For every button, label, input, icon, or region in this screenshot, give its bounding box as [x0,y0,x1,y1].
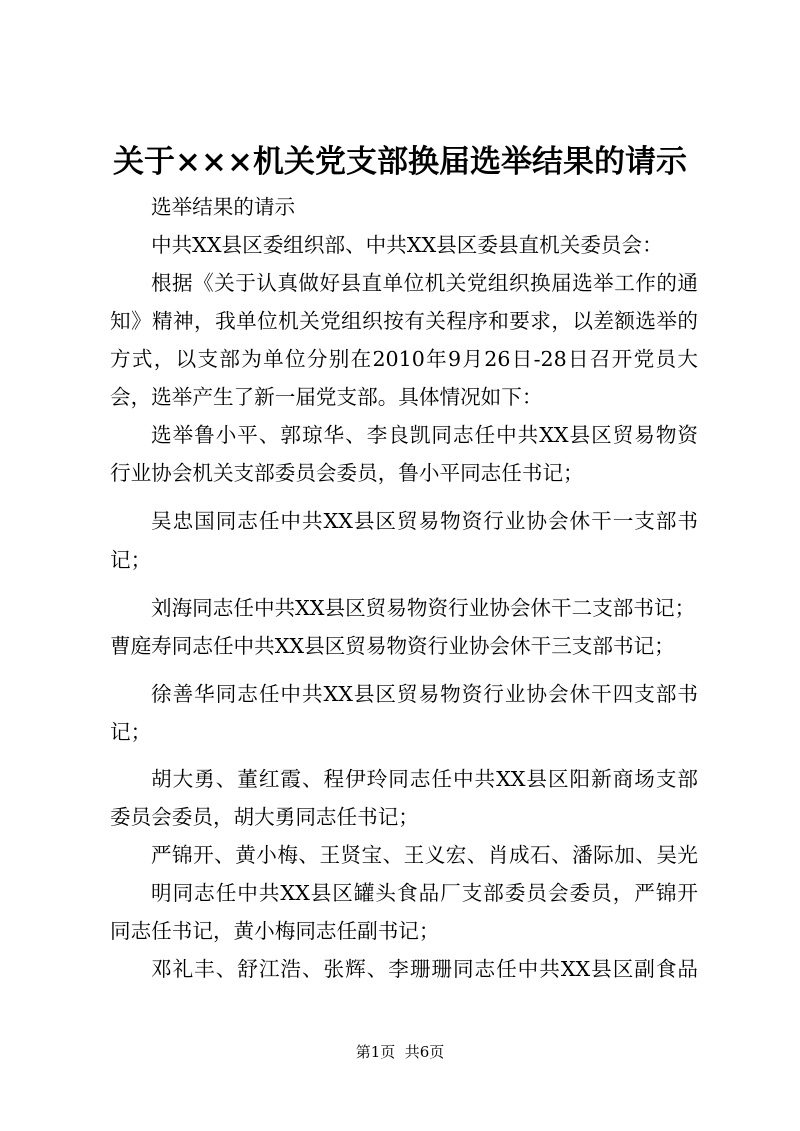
document-title: 关于×××机关党支部换届选举结果的请示 [113,144,687,180]
paragraph-line: 选举鲁小平、郭琼华、李良凯同志任中共XX县区贸易物资 [151,423,698,447]
paragraph-line: 胡大勇、董红霞、程伊玲同志任中共XX县区阳新商场支部 [151,767,698,791]
paragraph-line: 同志任书记，黄小梅同志任副书记； [110,919,440,943]
paragraph-line: 知》精神，我单位机关党组织按有关程序和要求，以差额选举的 [110,309,698,333]
paragraph-line: 记； [110,548,152,572]
paragraph-line: 根据《关于认真做好县直单位机关党组织换届选举工作的通 [151,271,698,295]
paragraph-line: 严锦开、黄小梅、王贤宝、王义宏、肖成石、潘际加、吴光 [151,843,698,867]
paragraph-line: 中共XX县区委组织部、中共XX县区委县直机关委员会： [151,233,663,257]
paragraph-line: 会，选举产生了新一届党支部。具体情况如下： [110,385,543,409]
paragraph-line: 邓礼丰、舒江浩、张辉、李珊珊同志任中共XX县区副食品 [151,957,698,981]
paragraph-line: 徐善华同志任中共XX县区贸易物资行业协会休干四支部书 [151,682,698,706]
paragraph-line: 选举结果的请示 [151,195,296,219]
page-footer: 第1页 共6页 [355,1043,445,1061]
paragraph-line: 曹庭寿同志任中共XX县区贸易物资行业协会休干三支部书记； [110,634,675,658]
paragraph-line: 明同志任中共XX县区罐头食品厂支部委员会委员，严锦开 [151,881,698,905]
paragraph-line: 吴忠国同志任中共XX县区贸易物资行业协会休干一支部书 [151,509,698,533]
paragraph-line: 方式，以支部为单位分别在2010年9月26日-28日召开党员大 [110,347,698,371]
paragraph-line: 行业协会机关支部委员会委员，鲁小平同志任书记； [110,461,584,485]
paragraph-line: 记； [110,720,152,744]
paragraph-line: 刘海同志任中共XX县区贸易物资行业协会休干二支部书记； [151,596,696,620]
paragraph-line: 委员会委员，胡大勇同志任书记； [110,805,419,829]
